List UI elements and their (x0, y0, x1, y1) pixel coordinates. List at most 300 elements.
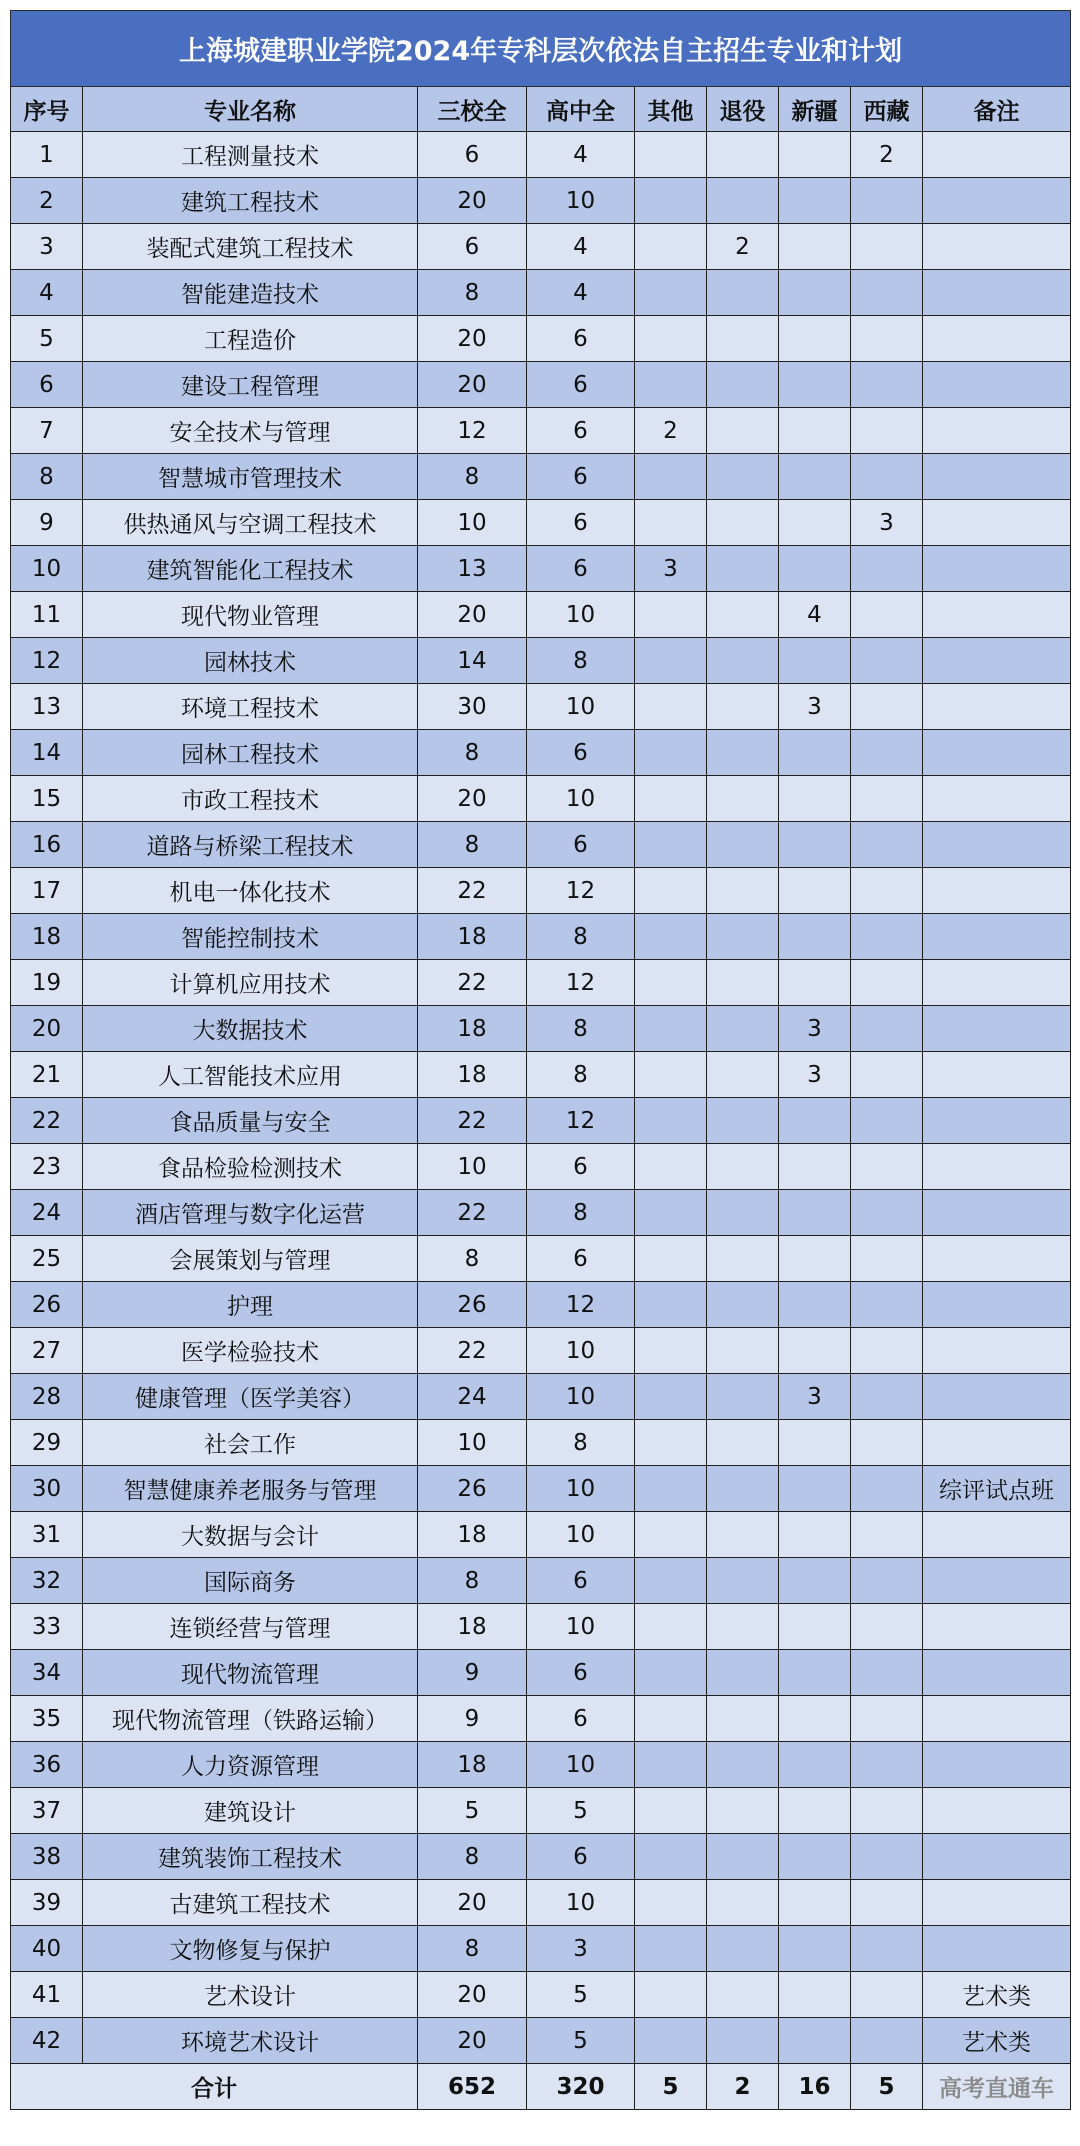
header-row (11, 87, 1071, 132)
sanxiao-cell: 20 (418, 178, 527, 224)
other-cell (635, 914, 707, 960)
remark-cell (923, 1512, 1071, 1558)
major-name-cell: 酒店管理与数字化运营 (83, 1190, 418, 1236)
major-name-cell: 食品检验检测技术 (83, 1144, 418, 1190)
other-cell (635, 776, 707, 822)
veteran-cell (707, 1144, 779, 1190)
major-name-cell: 智慧城市管理技术 (83, 454, 418, 500)
major-name-cell: 健康管理（医学美容） (83, 1374, 418, 1420)
other-cell (635, 500, 707, 546)
xinjiang-cell (779, 1604, 851, 1650)
sanxiao-cell: 18 (418, 1512, 527, 1558)
gaozhong-cell: 10 (527, 178, 635, 224)
veteran-cell (707, 2018, 779, 2064)
remark-cell (923, 1236, 1071, 1282)
row-index-cell: 10 (11, 546, 83, 592)
other-cell (635, 454, 707, 500)
table-row (11, 776, 1071, 822)
table-row (11, 1604, 1071, 1650)
xinjiang-cell (779, 178, 851, 224)
remark-cell: 艺术类 (923, 1972, 1071, 2018)
xinjiang-cell (779, 638, 851, 684)
veteran-cell (707, 638, 779, 684)
major-name-cell: 食品质量与安全 (83, 1098, 418, 1144)
sanxiao-cell: 22 (418, 868, 527, 914)
table-row (11, 1144, 1071, 1190)
xizang-cell (851, 914, 923, 960)
gaozhong-cell: 10 (527, 1604, 635, 1650)
xinjiang-cell (779, 546, 851, 592)
xinjiang-cell (779, 1650, 851, 1696)
other-cell (635, 1788, 707, 1834)
xizang-cell (851, 868, 923, 914)
other-cell (635, 1972, 707, 2018)
other-cell (635, 178, 707, 224)
sanxiao-cell: 26 (418, 1466, 527, 1512)
xizang-cell (851, 1650, 923, 1696)
xinjiang-cell (779, 1558, 851, 1604)
xizang-cell (851, 1558, 923, 1604)
total-row (11, 2064, 1071, 2110)
remark-cell (923, 1144, 1071, 1190)
xizang-cell: 2 (851, 132, 923, 178)
major-name-cell: 供热通风与空调工程技术 (83, 500, 418, 546)
major-name-cell: 安全技术与管理 (83, 408, 418, 454)
major-name-cell: 智能建造技术 (83, 270, 418, 316)
row-index-cell: 5 (11, 316, 83, 362)
xinjiang-cell (779, 270, 851, 316)
row-index-cell: 42 (11, 2018, 83, 2064)
gaozhong-cell: 8 (527, 1006, 635, 1052)
sanxiao-cell: 9 (418, 1650, 527, 1696)
row-index-cell: 35 (11, 1696, 83, 1742)
veteran-cell (707, 684, 779, 730)
remark-cell (923, 1926, 1071, 1972)
other-cell (635, 2018, 707, 2064)
row-index-cell: 36 (11, 1742, 83, 1788)
xizang-cell: 3 (851, 500, 923, 546)
other-cell (635, 1604, 707, 1650)
remark-cell (923, 868, 1071, 914)
table-row (11, 960, 1071, 1006)
major-name-cell: 社会工作 (83, 1420, 418, 1466)
veteran-cell (707, 500, 779, 546)
sanxiao-cell: 8 (418, 1926, 527, 1972)
table-row (11, 1282, 1071, 1328)
xizang-cell (851, 960, 923, 1006)
sanxiao-cell: 20 (418, 362, 527, 408)
major-name-cell: 现代物流管理（铁路运输） (83, 1696, 418, 1742)
xinjiang-cell (779, 1098, 851, 1144)
major-name-cell: 现代物流管理 (83, 1650, 418, 1696)
xizang-cell (851, 1420, 923, 1466)
other-cell (635, 1880, 707, 1926)
sanxiao-cell: 20 (418, 2018, 527, 2064)
xizang-cell (851, 1052, 923, 1098)
table-row (11, 316, 1071, 362)
table-row (11, 1052, 1071, 1098)
row-index-cell: 26 (11, 1282, 83, 1328)
total-gaozhong: 320 (527, 2064, 635, 2110)
row-index-cell: 24 (11, 1190, 83, 1236)
sanxiao-cell: 5 (418, 1788, 527, 1834)
major-name-cell: 现代物业管理 (83, 592, 418, 638)
gaozhong-cell: 10 (527, 684, 635, 730)
xizang-cell (851, 1512, 923, 1558)
remark-cell: 艺术类 (923, 2018, 1071, 2064)
enrollment-plan-table (10, 10, 1071, 2110)
row-index-cell: 15 (11, 776, 83, 822)
gaozhong-cell: 6 (527, 1144, 635, 1190)
other-cell (635, 1006, 707, 1052)
table-row (11, 1696, 1071, 1742)
xizang-cell (851, 1788, 923, 1834)
xinjiang-cell (779, 132, 851, 178)
xinjiang-cell: 4 (779, 592, 851, 638)
xizang-cell (851, 408, 923, 454)
row-index-cell: 20 (11, 1006, 83, 1052)
gaozhong-cell: 10 (527, 776, 635, 822)
gaozhong-cell: 10 (527, 1328, 635, 1374)
row-index-cell: 3 (11, 224, 83, 270)
gaozhong-cell: 6 (527, 546, 635, 592)
xizang-cell (851, 1834, 923, 1880)
sanxiao-cell: 20 (418, 1972, 527, 2018)
table-title: 上海城建职业学院2024年专科层次依法自主招生专业和计划 (11, 11, 1071, 87)
gaozhong-cell: 10 (527, 1374, 635, 1420)
sanxiao-cell: 18 (418, 1006, 527, 1052)
xinjiang-cell (779, 2018, 851, 2064)
table-row (11, 1420, 1071, 1466)
other-cell (635, 224, 707, 270)
row-index-cell: 32 (11, 1558, 83, 1604)
gaozhong-cell: 6 (527, 730, 635, 776)
remark-cell (923, 822, 1071, 868)
gaozhong-cell: 10 (527, 592, 635, 638)
xinjiang-cell (779, 730, 851, 776)
row-index-cell: 28 (11, 1374, 83, 1420)
gaozhong-cell: 4 (527, 224, 635, 270)
row-index-cell: 2 (11, 178, 83, 224)
remark-cell (923, 1788, 1071, 1834)
table-row (11, 638, 1071, 684)
table-row (11, 914, 1071, 960)
xinjiang-cell (779, 776, 851, 822)
veteran-cell (707, 1466, 779, 1512)
header-xinjiang: 新疆 (779, 87, 851, 132)
gaozhong-cell: 10 (527, 1880, 635, 1926)
other-cell (635, 1742, 707, 1788)
row-index-cell: 41 (11, 1972, 83, 2018)
row-index-cell: 11 (11, 592, 83, 638)
veteran-cell (707, 1972, 779, 2018)
other-cell (635, 270, 707, 316)
header-xizang: 西藏 (851, 87, 923, 132)
major-name-cell: 连锁经营与管理 (83, 1604, 418, 1650)
table-row (11, 1328, 1071, 1374)
row-index-cell: 22 (11, 1098, 83, 1144)
veteran-cell (707, 1190, 779, 1236)
row-index-cell: 12 (11, 638, 83, 684)
gaozhong-cell: 12 (527, 868, 635, 914)
veteran-cell (707, 592, 779, 638)
xizang-cell (851, 1880, 923, 1926)
major-name-cell: 大数据技术 (83, 1006, 418, 1052)
veteran-cell (707, 776, 779, 822)
xizang-cell (851, 1926, 923, 1972)
other-cell (635, 1558, 707, 1604)
other-cell (635, 1282, 707, 1328)
remark-cell (923, 362, 1071, 408)
remark-cell (923, 1880, 1071, 1926)
veteran-cell (707, 868, 779, 914)
xinjiang-cell (779, 1972, 851, 2018)
row-index-cell: 27 (11, 1328, 83, 1374)
remark-cell (923, 1420, 1071, 1466)
row-index-cell: 30 (11, 1466, 83, 1512)
header-index: 序号 (11, 87, 83, 132)
xinjiang-cell (779, 362, 851, 408)
other-cell (635, 1098, 707, 1144)
sanxiao-cell: 14 (418, 638, 527, 684)
sanxiao-cell: 26 (418, 1282, 527, 1328)
total-veteran: 2 (707, 2064, 779, 2110)
sanxiao-cell: 20 (418, 776, 527, 822)
gaozhong-cell: 8 (527, 914, 635, 960)
row-index-cell: 23 (11, 1144, 83, 1190)
header-other: 其他 (635, 87, 707, 132)
xizang-cell (851, 730, 923, 776)
veteran-cell (707, 1558, 779, 1604)
sanxiao-cell: 8 (418, 1236, 527, 1282)
table-row (11, 1880, 1071, 1926)
other-cell (635, 592, 707, 638)
remark-cell (923, 408, 1071, 454)
table-row (11, 224, 1071, 270)
other-cell (635, 1696, 707, 1742)
xinjiang-cell (779, 1282, 851, 1328)
xinjiang-cell: 3 (779, 1052, 851, 1098)
veteran-cell (707, 822, 779, 868)
header-gaozhong: 高中全 (527, 87, 635, 132)
xizang-cell (851, 1374, 923, 1420)
xinjiang-cell (779, 1880, 851, 1926)
xizang-cell (851, 1190, 923, 1236)
table-row (11, 684, 1071, 730)
remark-cell (923, 1328, 1071, 1374)
gaozhong-cell: 5 (527, 2018, 635, 2064)
sanxiao-cell: 22 (418, 960, 527, 1006)
xizang-cell (851, 178, 923, 224)
other-cell (635, 730, 707, 776)
veteran-cell (707, 1696, 779, 1742)
xizang-cell (851, 638, 923, 684)
other-cell (635, 316, 707, 362)
table-row (11, 408, 1071, 454)
major-name-cell: 建筑装饰工程技术 (83, 1834, 418, 1880)
veteran-cell (707, 454, 779, 500)
remark-cell (923, 1558, 1071, 1604)
veteran-cell (707, 316, 779, 362)
table-row (11, 1558, 1071, 1604)
sanxiao-cell: 8 (418, 822, 527, 868)
xinjiang-cell (779, 454, 851, 500)
xinjiang-cell (779, 1926, 851, 1972)
major-name-cell: 园林技术 (83, 638, 418, 684)
sanxiao-cell: 18 (418, 1604, 527, 1650)
xinjiang-cell (779, 1236, 851, 1282)
sanxiao-cell: 8 (418, 454, 527, 500)
watermark-text: 高考直通车 (923, 2064, 1071, 2110)
table-row (11, 822, 1071, 868)
xinjiang-cell (779, 960, 851, 1006)
remark-cell (923, 1834, 1071, 1880)
gaozhong-cell: 6 (527, 1236, 635, 1282)
sanxiao-cell: 18 (418, 1742, 527, 1788)
xizang-cell (851, 1282, 923, 1328)
remark-cell (923, 1282, 1071, 1328)
xizang-cell (851, 684, 923, 730)
other-cell (635, 1926, 707, 1972)
xinjiang-cell (779, 1788, 851, 1834)
veteran-cell (707, 1374, 779, 1420)
table-row (11, 2018, 1071, 2064)
sanxiao-cell: 9 (418, 1696, 527, 1742)
row-index-cell: 38 (11, 1834, 83, 1880)
xizang-cell (851, 362, 923, 408)
remark-cell (923, 546, 1071, 592)
other-cell (635, 1190, 707, 1236)
major-name-cell: 大数据与会计 (83, 1512, 418, 1558)
veteran-cell (707, 914, 779, 960)
gaozhong-cell: 6 (527, 1558, 635, 1604)
gaozhong-cell: 3 (527, 1926, 635, 1972)
remark-cell (923, 1742, 1071, 1788)
sanxiao-cell: 22 (418, 1098, 527, 1144)
remark-cell (923, 1374, 1071, 1420)
xizang-cell (851, 1466, 923, 1512)
gaozhong-cell: 6 (527, 500, 635, 546)
xizang-cell (851, 316, 923, 362)
major-name-cell: 建筑工程技术 (83, 178, 418, 224)
remark-cell (923, 270, 1071, 316)
row-index-cell: 17 (11, 868, 83, 914)
row-index-cell: 14 (11, 730, 83, 776)
veteran-cell (707, 1788, 779, 1834)
major-name-cell: 环境艺术设计 (83, 2018, 418, 2064)
row-index-cell: 8 (11, 454, 83, 500)
major-name-cell: 智能控制技术 (83, 914, 418, 960)
veteran-cell (707, 362, 779, 408)
row-index-cell: 1 (11, 132, 83, 178)
remark-cell (923, 914, 1071, 960)
other-cell (635, 1512, 707, 1558)
other-cell (635, 1374, 707, 1420)
remark-cell (923, 1052, 1071, 1098)
xinjiang-cell (779, 1144, 851, 1190)
remark-cell (923, 1650, 1071, 1696)
table-body (11, 132, 1071, 2064)
xizang-cell (851, 224, 923, 270)
veteran-cell (707, 1880, 779, 1926)
sanxiao-cell: 10 (418, 500, 527, 546)
table-row (11, 1742, 1071, 1788)
xinjiang-cell (779, 1328, 851, 1374)
gaozhong-cell: 6 (527, 1834, 635, 1880)
table-row (11, 1972, 1071, 2018)
enrollment-plan-sheet (10, 10, 1070, 2136)
other-cell (635, 1236, 707, 1282)
table-row (11, 1466, 1071, 1512)
major-name-cell: 文物修复与保护 (83, 1926, 418, 1972)
other-cell (635, 362, 707, 408)
xinjiang-cell (779, 1466, 851, 1512)
remark-cell (923, 592, 1071, 638)
sanxiao-cell: 18 (418, 914, 527, 960)
gaozhong-cell: 8 (527, 1052, 635, 1098)
other-cell (635, 1420, 707, 1466)
xizang-cell (851, 822, 923, 868)
row-index-cell: 25 (11, 1236, 83, 1282)
header-major: 专业名称 (83, 87, 418, 132)
veteran-cell (707, 960, 779, 1006)
table-row (11, 1834, 1071, 1880)
xizang-cell (851, 1742, 923, 1788)
other-cell (635, 638, 707, 684)
row-index-cell: 18 (11, 914, 83, 960)
veteran-cell (707, 1650, 779, 1696)
row-index-cell: 34 (11, 1650, 83, 1696)
xinjiang-cell (779, 822, 851, 868)
xinjiang-cell (779, 224, 851, 270)
xizang-cell (851, 1604, 923, 1650)
sanxiao-cell: 8 (418, 270, 527, 316)
remark-cell (923, 684, 1071, 730)
other-cell: 3 (635, 546, 707, 592)
gaozhong-cell: 6 (527, 1650, 635, 1696)
xinjiang-cell (779, 1834, 851, 1880)
xinjiang-cell: 3 (779, 1006, 851, 1052)
row-index-cell: 31 (11, 1512, 83, 1558)
veteran-cell (707, 546, 779, 592)
veteran-cell (707, 1420, 779, 1466)
row-index-cell: 33 (11, 1604, 83, 1650)
major-name-cell: 人力资源管理 (83, 1742, 418, 1788)
row-index-cell: 13 (11, 684, 83, 730)
remark-cell (923, 1190, 1071, 1236)
veteran-cell (707, 1742, 779, 1788)
sanxiao-cell: 10 (418, 1420, 527, 1466)
table-row (11, 592, 1071, 638)
other-cell (635, 1144, 707, 1190)
gaozhong-cell: 6 (527, 362, 635, 408)
sanxiao-cell: 24 (418, 1374, 527, 1420)
major-name-cell: 道路与桥梁工程技术 (83, 822, 418, 868)
xinjiang-cell (779, 1742, 851, 1788)
sanxiao-cell: 10 (418, 1144, 527, 1190)
major-name-cell: 工程测量技术 (83, 132, 418, 178)
total-other: 5 (635, 2064, 707, 2110)
remark-cell (923, 638, 1071, 684)
header-veteran: 退役 (707, 87, 779, 132)
table-row (11, 500, 1071, 546)
table-row (11, 1650, 1071, 1696)
veteran-cell (707, 1328, 779, 1374)
major-name-cell: 国际商务 (83, 1558, 418, 1604)
row-index-cell: 21 (11, 1052, 83, 1098)
xinjiang-cell: 3 (779, 1374, 851, 1420)
sanxiao-cell: 20 (418, 1880, 527, 1926)
